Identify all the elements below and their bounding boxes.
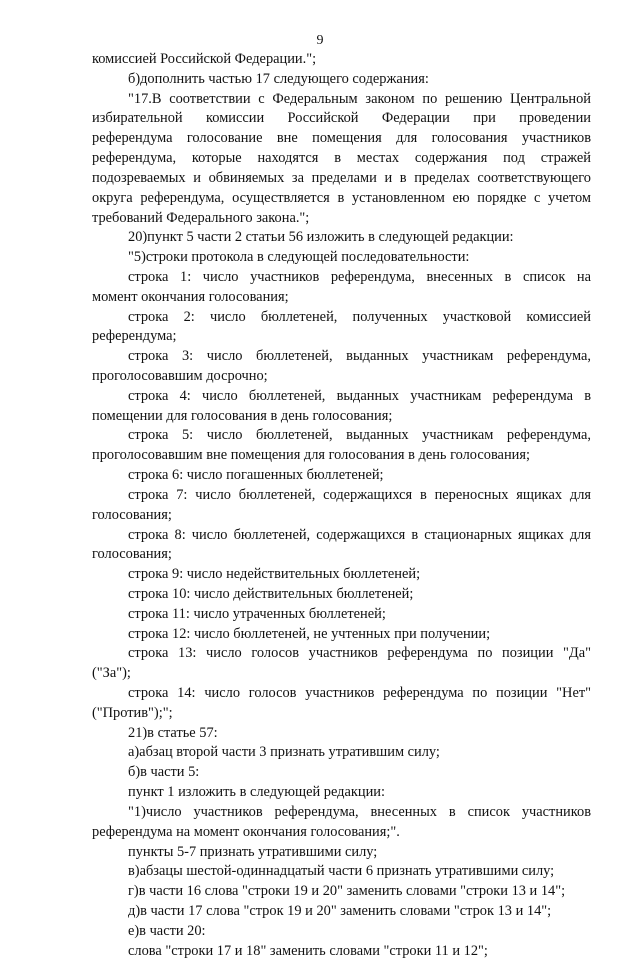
text-line: слова "строки 17 и 18" заменить словами "строки 11 и 12"; (128, 942, 488, 959)
text-line: д)в части 17 слова "строк 19 и 20" заменить словами "строк 13 и 14"; (128, 902, 552, 919)
text-line: голосования; (92, 506, 172, 523)
text-line: строка 6: число погашенных бюллетеней; (128, 467, 384, 484)
text-line: голосования; (92, 546, 172, 563)
text-line: строка 10: число действительных бюллетеней; (128, 585, 414, 602)
text-line: в)абзацы шестой-одиннадцатый части 6 признать утратившими силу; (128, 863, 555, 880)
text-line: проголосовавшим вне помещения для голосования в день голосования; (92, 447, 530, 464)
text-line: момент окончания голосования; (92, 288, 289, 305)
text-line: б)дополнить частью 17 следующего содержания: (128, 70, 429, 87)
text-line: пункт 1 изложить в следующей редакции: (128, 784, 385, 801)
text-line: округа референдума, осуществляется в установленном ею порядке с учетом (92, 189, 591, 206)
text-line: требований Федерального закона."; (92, 209, 310, 226)
text-line: проголосовавшим досрочно; (92, 368, 268, 384)
text-line: строка 7: число бюллетеней, содержащихся в переносных ящиках для (128, 486, 591, 503)
text-line: строка 12: число бюллетеней, не учтенных при получении; (128, 625, 491, 642)
text-line: е)в части 20: (128, 922, 206, 939)
text-line: б)в части 5: (128, 764, 200, 781)
text-line: избирательной комиссии Российской Федерации при проведении (92, 110, 591, 127)
text-line: "5)строки протокола в следующей последовательности: (128, 249, 470, 266)
text-line: ("За"); (92, 665, 131, 682)
text-line: строка 3: число бюллетеней, выданных участникам референдума, (128, 348, 591, 365)
text-line: подозреваемых и обвиняемых за пределами и в пределах соответствующего (92, 169, 591, 186)
text-line: референдума, которые находятся в местах содержания под стражей (92, 150, 591, 167)
text-line: комиссией Российской Федерации."; (92, 51, 317, 67)
text-line: строка 2: число бюллетеней, полученных участковой комиссией (128, 308, 591, 325)
text-line: строка 1: число участников референдума, внесенных в список на (128, 268, 591, 285)
text-line: референдума; (92, 328, 177, 345)
text-line: референдума голосование вне помещения для голосования участников (92, 130, 591, 147)
text-line: строка 9: число недействительных бюллетеней; (128, 566, 421, 583)
text-line: строка 8: число бюллетеней, содержащихся в стационарных ящиках для (128, 526, 591, 543)
text-line: пункты 5-7 признать утратившими силу; (128, 843, 378, 860)
text-line: помещении для голосования в день голосования; (92, 407, 393, 424)
text-line: референдума на момент окончания голосования;". (92, 823, 400, 840)
text-line: строка 13: число голосов участников референдума по позиции "Да" (128, 645, 591, 662)
text-line: "1)число участников референдума, внесенных в список участников (128, 803, 591, 820)
text-line: строка 11: число утраченных бюллетеней; (128, 605, 386, 622)
document-body (92, 50, 591, 961)
text-line: ("Против");"; (92, 704, 173, 721)
text-line: г)в части 16 слова "строки 19 и 20" заменить словами "строки 13 и 14"; (128, 883, 566, 900)
text-line: строка 14: число голосов участников референдума по позиции "Нет" (128, 685, 591, 701)
text-line: 20)пункт 5 части 2 статьи 56 изложить в следующей редакции: (128, 229, 514, 246)
text-line: "17.В соответствии с Федеральным законом по решению Центральной (128, 90, 591, 107)
text-line: строка 5: число бюллетеней, выданных участникам референдума, (128, 427, 591, 444)
text-line: а)абзац второй части 3 признать утратившим силу; (128, 744, 440, 761)
text-line: строка 4: число бюллетеней, выданных участникам референдума в (128, 387, 591, 404)
page-number: 9 (316, 33, 324, 48)
text-line: 21)в статье 57: (128, 724, 218, 741)
